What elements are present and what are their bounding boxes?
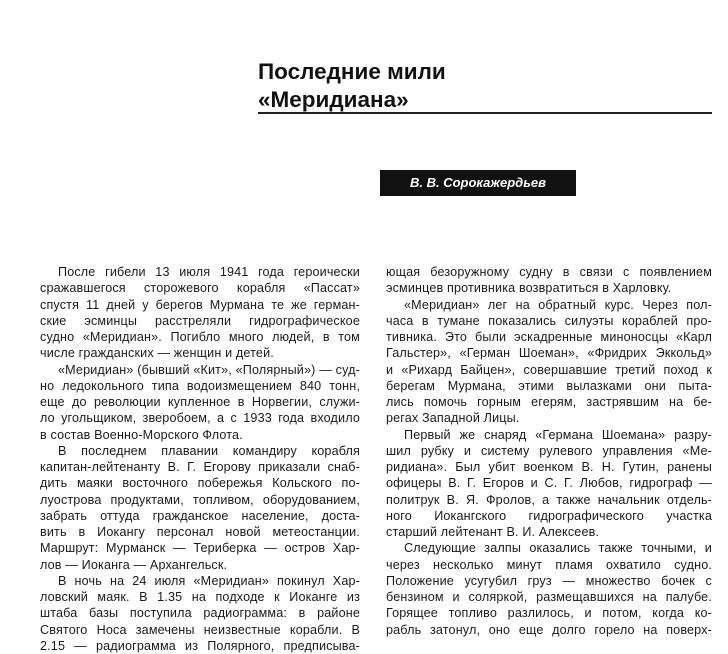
text-line: тивника. Это были эскадренные миноносцы «Карл: [386, 330, 712, 344]
text-line: но ледокольного типа водоизмещением 840 тонн,: [40, 378, 360, 393]
text-line: политрук В. Я. Фролов, а также начальник отдель-: [386, 492, 712, 507]
text-line: В последнем плавании командиру корабля: [58, 443, 360, 458]
text-line: После гибели 13 июля 1941 года героически: [58, 265, 360, 279]
text-line: Положение усугубил груз — множество бочек с: [386, 573, 712, 588]
text-line: лов — Иоканга — Архангельск.: [40, 557, 228, 572]
paragraph: [40, 573, 360, 654]
text-line: дить маяки восточного побережья Кольского по-: [40, 476, 360, 491]
text-line: числе гражданских — женщин и детей.: [40, 346, 274, 361]
text-line: луострова продуктами, топливом, оборудованием,: [40, 492, 360, 507]
text-line: ного Иокангского гидрографического участка: [386, 508, 712, 523]
right-column: [386, 264, 712, 638]
paragraph: [40, 443, 360, 573]
text-line: шил рубку и систему рулевого управления «Ме-: [386, 443, 712, 458]
article-title: [258, 58, 446, 114]
text-line: лись помочь горным егерям, застрявшим на бе-: [386, 395, 712, 409]
text-line: регах Западной Лицы.: [386, 411, 520, 426]
text-line: в состав Военно-Морского Флота.: [40, 427, 243, 442]
text-line: Первый же снаряд «Германа Шоемана» разру-: [404, 427, 712, 442]
text-line: капитан-лейтенанту В. Г. Егорову приказали снаб-: [40, 460, 360, 474]
text-line: штаба базы поступила радиограмма: в районе: [40, 606, 360, 621]
title-rule: [258, 112, 712, 114]
paragraph: [386, 297, 712, 427]
text-line: 2.15 — радиограмма из Полярного, предписыва-: [40, 638, 360, 653]
text-line: ловский маяк. В 1.35 на подходе к Иоканге из: [40, 590, 360, 604]
text-line: «Меридиан» (бывший «Кит», «Полярный») — суд-: [58, 362, 360, 377]
text-line: старший лейтенант В. И. Алексеев.: [386, 525, 600, 539]
text-line: сражавшегося сторожевого корабля «Пассат»: [40, 281, 360, 296]
text-line: судно «Меридиан». Погибло много людей, в том: [40, 330, 360, 344]
text-line: офицеры В. Г. Егоров и С. Г. Любов, гидрограф —: [386, 476, 712, 491]
text-line: еще до революции купленное в Норвегии, служи-: [40, 395, 360, 409]
text-line: ло угольщиком, зверобоем, а с 1933 года входило: [40, 411, 360, 426]
paragraph: [386, 427, 712, 541]
text-line: ские эсминцы расстреляли гидрографическое: [40, 313, 360, 328]
paragraph: [40, 264, 360, 362]
text-line: Святого Носа замечены неизвестные корабли. В: [40, 622, 360, 637]
text-line: вить в Иокангу персонал новой метеостанции.: [40, 525, 360, 539]
text-line: Следующие залпы оказались также точными, и: [404, 541, 712, 556]
text-line: «Меридиан» лег на обратный курс. Через пол-: [404, 297, 712, 312]
text-line: берегам Мурмана, этими вылазками они пыта-: [386, 378, 712, 393]
title-line: «Меридиана»: [258, 87, 409, 112]
title-line: Последние мили: [258, 59, 446, 84]
text-line: эсминцев противника возвратиться в Харловку.: [386, 281, 672, 296]
text-line: через несколько минут пламя охватило судно.: [386, 557, 712, 572]
text-line: Гальстер», «Герман Шоеман», «Фридрих Эккольд»: [386, 346, 712, 361]
text-line: рабль затонул, оно еще долго горело на поверх-: [386, 622, 712, 637]
text-line: часа в тумане показались силуэты кораблей про-: [386, 313, 712, 328]
text-line: ющая безоружному судну в связи с появлением: [386, 265, 712, 279]
paragraph: [386, 264, 712, 297]
text-line: и «Рихард Байцен», совершавшие третий поход к: [386, 362, 712, 377]
text-line: В ночь на 24 июля «Меридиан» покинул Хар-: [58, 573, 360, 588]
text-line: спустя 11 дней у берегов Мурмана те же герман-: [40, 297, 360, 312]
paragraph: [386, 540, 712, 638]
author-box: В. В. Сорокажердьев: [380, 170, 576, 196]
paragraph: [40, 362, 360, 443]
left-column: [40, 264, 360, 654]
text-line: бензином и соляркой, размещавшихся на палубе.: [386, 590, 712, 604]
text-line: Горящее топливо разлилось, и потом, когда ко-: [386, 606, 712, 621]
text-line: ридиана». Был убит военком В. Н. Гутин, ранены: [386, 460, 712, 474]
text-line: Маршрут: Мурманск — Териберка — остров Хар-: [40, 541, 360, 556]
text-line: забрать оттуда гражданское население, доста-: [40, 508, 360, 523]
